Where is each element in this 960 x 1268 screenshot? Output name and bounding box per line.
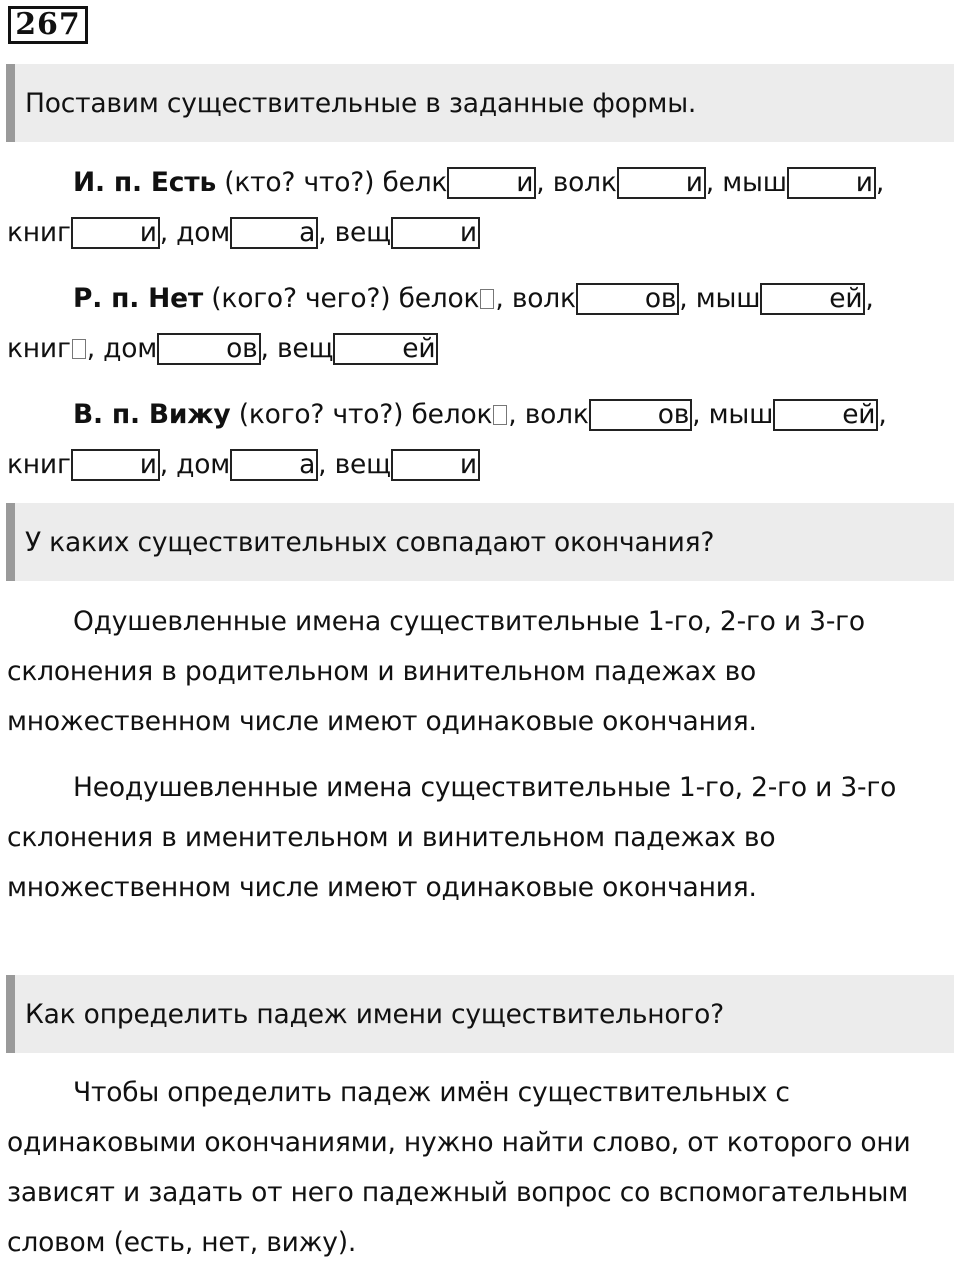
ending-box: и <box>391 449 480 481</box>
word-stem: белк <box>382 167 448 198</box>
ending-box: и <box>787 167 876 199</box>
noun-word <box>7 217 160 248</box>
case-genitive: Р. п. Нет (кого? чего?) белок , волк ов , мыш ей , книг , дом ов , вещ ей <box>7 283 874 364</box>
word-stem: вещ <box>334 217 391 248</box>
case-label: В. п. Вижу <box>73 399 231 430</box>
word-stem: волк <box>524 399 589 430</box>
ending-box: ей <box>760 283 865 315</box>
case-nominative: И. п. Есть (кто? что?) белк и , волк и , мыш и , книг и , дом а , вещ и <box>7 167 885 248</box>
question-3-text: Как определить падеж имени существительного? <box>25 998 724 1030</box>
task-number: 267 <box>8 6 88 44</box>
answer-3-paragraph: Чтобы определить падеж имён существительных с одинаковыми окончаниями, нужно найти слово, от которого они зависят и задать от него падежный вопрос со вспомогательным словом (есть, нет, вижу). <box>7 1077 911 1258</box>
noun-word <box>512 283 679 314</box>
question-1 <box>6 64 954 142</box>
word-stem: мыш <box>695 283 761 314</box>
noun-word <box>176 217 318 248</box>
noun-word <box>176 449 318 480</box>
case-label: И. п. Есть <box>73 167 216 198</box>
question-3 <box>6 975 954 1053</box>
noun-word <box>382 167 536 198</box>
case-question: (кого? чего?) <box>203 283 399 314</box>
noun-word <box>411 399 508 430</box>
word-stem: волк <box>511 283 576 314</box>
word-stem: вещ <box>334 449 391 480</box>
ending-box: ей <box>773 399 878 431</box>
noun-word <box>277 333 438 364</box>
word-stem: книг <box>7 217 71 248</box>
ending-box: и <box>391 217 480 249</box>
ending-box: и <box>71 217 160 249</box>
word-stem: книг <box>7 333 71 364</box>
word-stem: дом <box>176 449 231 480</box>
zero-ending-box <box>72 339 86 359</box>
ending-box: ов <box>157 333 260 365</box>
ending-box: и <box>71 449 160 481</box>
noun-word <box>335 449 480 480</box>
noun-word <box>722 167 876 198</box>
noun-word <box>399 283 496 314</box>
case-accusative: В. п. Вижу (кого? что?) белок , волк ов , мыш ей , книг и , дом а , вещ и <box>7 399 887 480</box>
answer-2-paragraph-1: Одушевленные имена существительные 1-го, 2-го и 3-го склонения в родительном и винительном падежах во множественном числе имеют одинаковые окончания. <box>7 606 865 737</box>
noun-word <box>7 333 87 364</box>
word-stem: дом <box>176 217 231 248</box>
ending-box: ей <box>333 333 438 365</box>
ending-box: и <box>447 167 536 199</box>
case-question: (кого? что?) <box>230 399 412 430</box>
question-1-text: Поставим существительные в заданные формы. <box>25 87 697 119</box>
answer-2-paragraph-2: Неодушевленные имена существительные 1-го, 2-го и 3-го склонения в именительном и винительном падежах во множественном числе имеют одинаковые окончания. <box>7 772 897 903</box>
word-stem: волк <box>552 167 617 198</box>
ending-box: и <box>617 167 706 199</box>
word-stem: вещ <box>276 333 334 364</box>
noun-word <box>709 399 879 430</box>
ending-box: а <box>230 449 318 481</box>
zero-ending-box <box>480 289 494 309</box>
noun-word <box>696 283 866 314</box>
case-label: Р. п. Нет <box>73 283 204 314</box>
zero-ending-box <box>493 405 507 425</box>
word-stem: мыш <box>722 167 787 198</box>
question-2 <box>6 503 954 581</box>
noun-word <box>525 399 692 430</box>
question-2-text: У каких существительных совпадают окончания? <box>25 526 715 558</box>
ending-box: а <box>230 217 318 249</box>
noun-word <box>7 449 160 480</box>
word-stem: белок <box>398 283 480 314</box>
word-stem: дом <box>103 333 158 364</box>
noun-word <box>103 333 260 364</box>
word-stem: мыш <box>708 399 774 430</box>
case-question: (кто? что?) <box>216 167 383 198</box>
word-stem: книг <box>7 449 71 480</box>
ending-box: ов <box>589 399 692 431</box>
ending-box: ов <box>576 283 679 315</box>
word-stem: белок <box>411 399 493 430</box>
noun-word <box>335 217 480 248</box>
noun-word <box>553 167 706 198</box>
